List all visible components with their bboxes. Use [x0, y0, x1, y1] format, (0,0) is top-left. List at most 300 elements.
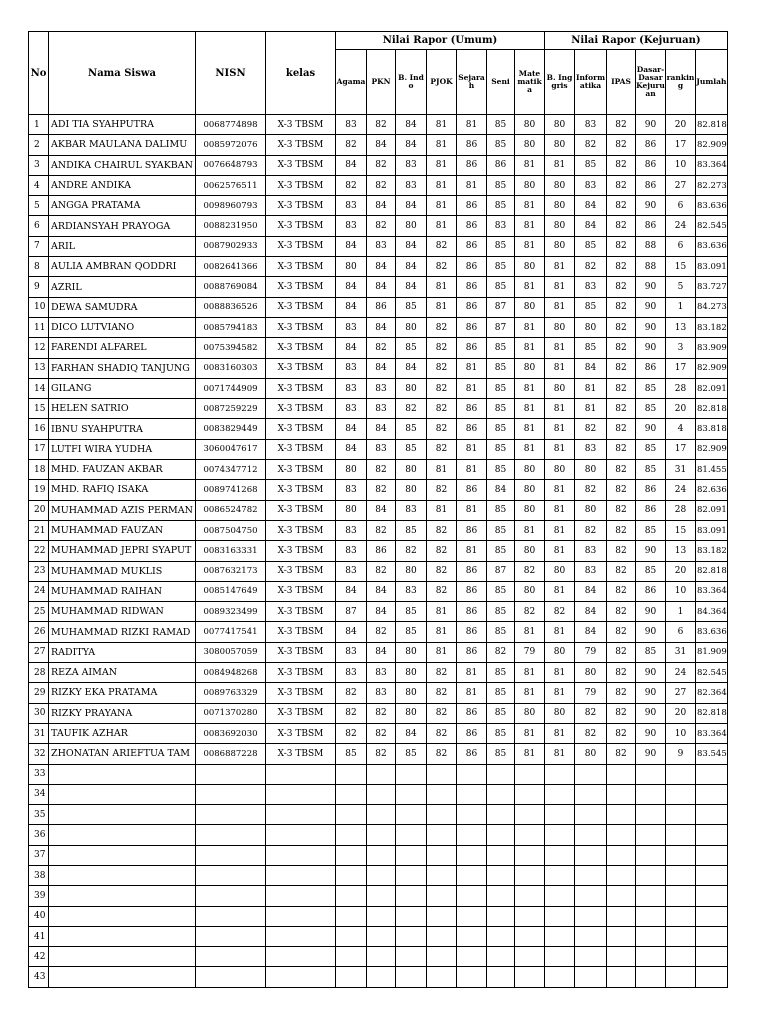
cell-empty[interactable]: [367, 886, 396, 906]
cell-no[interactable]: 37: [29, 845, 49, 865]
cell-nilai-umum[interactable]: 84: [396, 723, 427, 743]
cell-nilai-kejuruan[interactable]: 80: [545, 642, 575, 662]
cell-no[interactable]: 4: [29, 175, 49, 195]
cell-nilai-kejuruan[interactable]: 88: [636, 257, 666, 277]
cell-nilai-kejuruan[interactable]: 82: [607, 683, 636, 703]
cell-nisn[interactable]: 3060047617: [196, 439, 266, 459]
cell-nilai-umum[interactable]: 80: [396, 378, 427, 398]
cell-no[interactable]: 43: [29, 967, 49, 987]
cell-nilai-kejuruan[interactable]: 82: [607, 155, 636, 175]
cell-empty[interactable]: [49, 967, 196, 987]
cell-ranking[interactable]: 24: [666, 663, 696, 683]
cell-nisn[interactable]: 0083160303: [196, 358, 266, 378]
cell-ranking[interactable]: 1: [666, 602, 696, 622]
cell-nilai-umum[interactable]: 80: [515, 460, 545, 480]
cell-nilai-umum[interactable]: 86: [457, 236, 487, 256]
cell-nilai-kejuruan[interactable]: 85: [636, 520, 666, 540]
cell-nilai-umum[interactable]: 83: [336, 115, 367, 135]
cell-jumlah[interactable]: 82.818: [696, 115, 728, 135]
cell-nilai-umum[interactable]: 82: [487, 642, 515, 662]
cell-nilai-kejuruan[interactable]: 85: [636, 378, 666, 398]
cell-nilai-kejuruan[interactable]: 83: [575, 439, 607, 459]
cell-nilai-kejuruan[interactable]: 84: [575, 622, 607, 642]
cell-empty[interactable]: [515, 926, 545, 946]
cell-nilai-kejuruan[interactable]: 81: [545, 541, 575, 561]
cell-empty[interactable]: [545, 865, 575, 885]
cell-jumlah[interactable]: 83.636: [696, 196, 728, 216]
cell-empty[interactable]: [266, 906, 336, 926]
cell-nilai-kejuruan[interactable]: 86: [636, 500, 666, 520]
cell-empty[interactable]: [336, 865, 367, 885]
cell-ranking[interactable]: 27: [666, 175, 696, 195]
cell-empty[interactable]: [575, 947, 607, 967]
cell-nama-siswa[interactable]: MHD. FAUZAN AKBAR: [49, 460, 196, 480]
cell-nilai-kejuruan[interactable]: 81: [545, 520, 575, 540]
cell-kelas[interactable]: X-3 TBSM: [266, 602, 336, 622]
cell-nilai-umum[interactable]: 85: [487, 703, 515, 723]
cell-nilai-umum[interactable]: 87: [487, 561, 515, 581]
cell-empty[interactable]: [367, 947, 396, 967]
cell-nilai-umum[interactable]: 84: [336, 338, 367, 358]
cell-empty[interactable]: [607, 926, 636, 946]
cell-kelas[interactable]: X-3 TBSM: [266, 561, 336, 581]
cell-nilai-kejuruan[interactable]: 90: [636, 541, 666, 561]
cell-nilai-kejuruan[interactable]: 82: [607, 358, 636, 378]
cell-jumlah[interactable]: 81.455: [696, 460, 728, 480]
cell-empty[interactable]: [49, 845, 196, 865]
cell-empty[interactable]: [427, 926, 457, 946]
cell-nilai-kejuruan[interactable]: 85: [636, 642, 666, 662]
cell-nilai-umum[interactable]: 82: [367, 175, 396, 195]
cell-empty[interactable]: [427, 805, 457, 825]
cell-nilai-kejuruan[interactable]: 82: [545, 602, 575, 622]
cell-nilai-umum[interactable]: 85: [487, 541, 515, 561]
cell-nilai-umum[interactable]: 84: [396, 196, 427, 216]
cell-nilai-umum[interactable]: 82: [427, 419, 457, 439]
cell-empty[interactable]: [266, 805, 336, 825]
cell-no[interactable]: 25: [29, 602, 49, 622]
cell-nilai-kejuruan[interactable]: 90: [636, 419, 666, 439]
cell-nilai-umum[interactable]: 82: [427, 744, 457, 764]
cell-ranking[interactable]: 15: [666, 257, 696, 277]
cell-nilai-umum[interactable]: 81: [457, 460, 487, 480]
cell-empty[interactable]: [367, 845, 396, 865]
cell-empty[interactable]: [515, 805, 545, 825]
cell-empty[interactable]: [515, 947, 545, 967]
cell-empty[interactable]: [487, 764, 515, 784]
cell-jumlah[interactable]: 82.636: [696, 480, 728, 500]
cell-nilai-umum[interactable]: 84: [336, 622, 367, 642]
cell-jumlah[interactable]: 82.818: [696, 703, 728, 723]
cell-nilai-kejuruan[interactable]: 82: [607, 703, 636, 723]
cell-nisn[interactable]: 0088231950: [196, 216, 266, 236]
cell-empty[interactable]: [396, 906, 427, 926]
cell-nilai-kejuruan[interactable]: 81: [545, 439, 575, 459]
cell-empty[interactable]: [636, 886, 666, 906]
cell-nilai-umum[interactable]: 80: [515, 480, 545, 500]
cell-nilai-kejuruan[interactable]: 80: [575, 663, 607, 683]
cell-nilai-kejuruan[interactable]: 82: [607, 460, 636, 480]
cell-nilai-umum[interactable]: 83: [396, 581, 427, 601]
cell-nilai-umum[interactable]: 81: [457, 378, 487, 398]
cell-no[interactable]: 10: [29, 297, 49, 317]
cell-nilai-umum[interactable]: 85: [487, 460, 515, 480]
cell-kelas[interactable]: X-3 TBSM: [266, 196, 336, 216]
cell-nilai-umum[interactable]: 86: [457, 155, 487, 175]
cell-nilai-kejuruan[interactable]: 82: [607, 216, 636, 236]
cell-empty[interactable]: [545, 764, 575, 784]
cell-empty[interactable]: [336, 967, 367, 987]
cell-no[interactable]: 21: [29, 520, 49, 540]
cell-nilai-umum[interactable]: 82: [336, 723, 367, 743]
cell-nisn[interactable]: 0085147649: [196, 581, 266, 601]
cell-empty[interactable]: [696, 865, 728, 885]
cell-kelas[interactable]: X-3 TBSM: [266, 135, 336, 155]
cell-nama-siswa[interactable]: AKBAR MAULANA DALIMU: [49, 135, 196, 155]
cell-empty[interactable]: [636, 784, 666, 804]
cell-nilai-umum[interactable]: 81: [515, 236, 545, 256]
cell-nama-siswa[interactable]: ZHONATAN ARIEFTUA TAM: [49, 744, 196, 764]
cell-nilai-umum[interactable]: 82: [515, 602, 545, 622]
cell-nisn[interactable]: 0087259229: [196, 399, 266, 419]
cell-nama-siswa[interactable]: MUHAMMAD RIZKI RAMAD: [49, 622, 196, 642]
cell-nilai-umum[interactable]: 83: [336, 642, 367, 662]
cell-nilai-umum[interactable]: 86: [457, 561, 487, 581]
cell-nilai-umum[interactable]: 81: [427, 642, 457, 662]
cell-jumlah[interactable]: 82.364: [696, 683, 728, 703]
cell-nilai-kejuruan[interactable]: 81: [575, 378, 607, 398]
cell-nilai-umum[interactable]: 82: [367, 561, 396, 581]
cell-nilai-umum[interactable]: 84: [367, 500, 396, 520]
cell-kelas[interactable]: X-3 TBSM: [266, 317, 336, 337]
cell-nilai-umum[interactable]: 81: [515, 216, 545, 236]
cell-nilai-umum[interactable]: 82: [367, 520, 396, 540]
cell-nilai-umum[interactable]: 83: [367, 683, 396, 703]
cell-nilai-kejuruan[interactable]: 85: [575, 236, 607, 256]
cell-nilai-umum[interactable]: 83: [367, 378, 396, 398]
cell-empty[interactable]: [457, 825, 487, 845]
cell-nilai-kejuruan[interactable]: 79: [575, 642, 607, 662]
cell-kelas[interactable]: X-3 TBSM: [266, 480, 336, 500]
cell-nilai-kejuruan[interactable]: 82: [607, 622, 636, 642]
cell-nilai-umum[interactable]: 80: [515, 115, 545, 135]
cell-empty[interactable]: [487, 947, 515, 967]
cell-nilai-kejuruan[interactable]: 80: [575, 500, 607, 520]
cell-nisn[interactable]: 0071744909: [196, 378, 266, 398]
cell-empty[interactable]: [545, 906, 575, 926]
cell-nilai-umum[interactable]: 80: [396, 317, 427, 337]
cell-nilai-umum[interactable]: 86: [457, 723, 487, 743]
cell-nisn[interactable]: 0062576511: [196, 175, 266, 195]
cell-ranking[interactable]: 13: [666, 541, 696, 561]
cell-empty[interactable]: [266, 886, 336, 906]
cell-ranking[interactable]: 6: [666, 622, 696, 642]
cell-nilai-umum[interactable]: 81: [457, 500, 487, 520]
cell-kelas[interactable]: X-3 TBSM: [266, 622, 336, 642]
cell-no[interactable]: 40: [29, 906, 49, 926]
cell-kelas[interactable]: X-3 TBSM: [266, 744, 336, 764]
cell-empty[interactable]: [666, 845, 696, 865]
cell-nilai-umum[interactable]: 84: [396, 257, 427, 277]
cell-empty[interactable]: [49, 926, 196, 946]
cell-ranking[interactable]: 13: [666, 317, 696, 337]
cell-nilai-kejuruan[interactable]: 82: [607, 744, 636, 764]
cell-kelas[interactable]: X-3 TBSM: [266, 419, 336, 439]
cell-empty[interactable]: [545, 784, 575, 804]
cell-nilai-umum[interactable]: 86: [457, 216, 487, 236]
cell-empty[interactable]: [575, 805, 607, 825]
cell-jumlah[interactable]: 83.091: [696, 520, 728, 540]
cell-empty[interactable]: [607, 845, 636, 865]
cell-kelas[interactable]: X-3 TBSM: [266, 277, 336, 297]
cell-empty[interactable]: [607, 784, 636, 804]
cell-nilai-umum[interactable]: 84: [367, 196, 396, 216]
cell-kelas[interactable]: X-3 TBSM: [266, 155, 336, 175]
cell-empty[interactable]: [266, 845, 336, 865]
cell-empty[interactable]: [575, 845, 607, 865]
cell-nilai-umum[interactable]: 86: [457, 581, 487, 601]
cell-nilai-kejuruan[interactable]: 83: [575, 561, 607, 581]
cell-nilai-umum[interactable]: 82: [427, 703, 457, 723]
cell-empty[interactable]: [396, 947, 427, 967]
cell-empty[interactable]: [196, 825, 266, 845]
cell-nilai-umum[interactable]: 81: [457, 663, 487, 683]
cell-nilai-kejuruan[interactable]: 90: [636, 602, 666, 622]
cell-nilai-umum[interactable]: 81: [457, 683, 487, 703]
cell-nilai-umum[interactable]: 86: [367, 541, 396, 561]
cell-jumlah[interactable]: 83.364: [696, 155, 728, 175]
cell-no[interactable]: 5: [29, 196, 49, 216]
cell-jumlah[interactable]: 82.818: [696, 399, 728, 419]
cell-jumlah[interactable]: 83.182: [696, 541, 728, 561]
cell-empty[interactable]: [666, 865, 696, 885]
cell-nilai-umum[interactable]: 82: [367, 622, 396, 642]
cell-no[interactable]: 22: [29, 541, 49, 561]
cell-nilai-umum[interactable]: 86: [457, 419, 487, 439]
cell-ranking[interactable]: 3: [666, 338, 696, 358]
cell-nilai-kejuruan[interactable]: 81: [545, 622, 575, 642]
cell-empty[interactable]: [636, 764, 666, 784]
cell-nilai-umum[interactable]: 80: [336, 257, 367, 277]
cell-empty[interactable]: [515, 764, 545, 784]
cell-no[interactable]: 23: [29, 561, 49, 581]
cell-nilai-umum[interactable]: 86: [457, 622, 487, 642]
cell-nilai-umum[interactable]: 82: [427, 358, 457, 378]
cell-empty[interactable]: [575, 906, 607, 926]
cell-nilai-umum[interactable]: 82: [427, 520, 457, 540]
cell-empty[interactable]: [396, 805, 427, 825]
cell-nama-siswa[interactable]: ANDRE ANDIKA: [49, 175, 196, 195]
cell-nilai-kejuruan[interactable]: 81: [545, 500, 575, 520]
cell-nilai-umum[interactable]: 82: [427, 236, 457, 256]
cell-kelas[interactable]: X-3 TBSM: [266, 581, 336, 601]
cell-no[interactable]: 8: [29, 257, 49, 277]
cell-nilai-kejuruan[interactable]: 82: [575, 257, 607, 277]
cell-nama-siswa[interactable]: ARIL: [49, 236, 196, 256]
cell-empty[interactable]: [427, 967, 457, 987]
cell-nilai-umum[interactable]: 82: [367, 460, 396, 480]
cell-nisn[interactable]: 0086887228: [196, 744, 266, 764]
cell-nilai-kejuruan[interactable]: 81: [545, 358, 575, 378]
cell-nama-siswa[interactable]: RADITYA: [49, 642, 196, 662]
cell-empty[interactable]: [575, 764, 607, 784]
cell-nilai-kejuruan[interactable]: 80: [545, 236, 575, 256]
cell-empty[interactable]: [367, 865, 396, 885]
cell-jumlah[interactable]: 82.818: [696, 561, 728, 581]
cell-nilai-kejuruan[interactable]: 84: [575, 358, 607, 378]
cell-empty[interactable]: [636, 906, 666, 926]
cell-nilai-umum[interactable]: 82: [427, 338, 457, 358]
cell-nilai-kejuruan[interactable]: 80: [545, 135, 575, 155]
cell-no[interactable]: 14: [29, 378, 49, 398]
cell-nilai-umum[interactable]: 80: [515, 175, 545, 195]
cell-nilai-kejuruan[interactable]: 82: [575, 419, 607, 439]
cell-nilai-umum[interactable]: 85: [487, 196, 515, 216]
cell-jumlah[interactable]: 82.091: [696, 500, 728, 520]
cell-empty[interactable]: [515, 784, 545, 804]
cell-nilai-kejuruan[interactable]: 80: [575, 317, 607, 337]
cell-nilai-umum[interactable]: 85: [396, 622, 427, 642]
cell-empty[interactable]: [266, 784, 336, 804]
cell-nisn[interactable]: 3080057059: [196, 642, 266, 662]
cell-empty[interactable]: [336, 764, 367, 784]
cell-empty[interactable]: [636, 825, 666, 845]
cell-empty[interactable]: [427, 825, 457, 845]
cell-nilai-umum[interactable]: 82: [427, 317, 457, 337]
cell-nilai-kejuruan[interactable]: 82: [575, 703, 607, 723]
cell-kelas[interactable]: X-3 TBSM: [266, 439, 336, 459]
cell-empty[interactable]: [607, 805, 636, 825]
cell-empty[interactable]: [515, 865, 545, 885]
cell-kelas[interactable]: X-3 TBSM: [266, 115, 336, 135]
cell-nilai-umum[interactable]: 80: [515, 358, 545, 378]
cell-nama-siswa[interactable]: AULIA AMBRAN QODDRI: [49, 257, 196, 277]
cell-empty[interactable]: [266, 825, 336, 845]
cell-nilai-kejuruan[interactable]: 82: [607, 500, 636, 520]
cell-empty[interactable]: [196, 947, 266, 967]
cell-jumlah[interactable]: 83.636: [696, 622, 728, 642]
cell-nilai-kejuruan[interactable]: 85: [575, 297, 607, 317]
cell-nilai-kejuruan[interactable]: 82: [607, 378, 636, 398]
cell-nilai-umum[interactable]: 82: [367, 216, 396, 236]
cell-no[interactable]: 32: [29, 744, 49, 764]
cell-nilai-umum[interactable]: 82: [427, 683, 457, 703]
cell-nilai-kejuruan[interactable]: 80: [545, 317, 575, 337]
cell-empty[interactable]: [457, 906, 487, 926]
cell-empty[interactable]: [696, 764, 728, 784]
cell-nilai-umum[interactable]: 84: [336, 419, 367, 439]
cell-empty[interactable]: [545, 947, 575, 967]
cell-ranking[interactable]: 27: [666, 683, 696, 703]
cell-nama-siswa[interactable]: ADI TIA SYAHPUTRA: [49, 115, 196, 135]
cell-no[interactable]: 26: [29, 622, 49, 642]
cell-no[interactable]: 27: [29, 642, 49, 662]
cell-nama-siswa[interactable]: MUHAMMAD AZIS PERMAN: [49, 500, 196, 520]
cell-ranking[interactable]: 31: [666, 642, 696, 662]
cell-nilai-umum[interactable]: 85: [487, 338, 515, 358]
cell-empty[interactable]: [666, 784, 696, 804]
cell-kelas[interactable]: X-3 TBSM: [266, 541, 336, 561]
cell-nilai-umum[interactable]: 82: [396, 399, 427, 419]
cell-nilai-umum[interactable]: 81: [427, 460, 457, 480]
cell-no[interactable]: 15: [29, 399, 49, 419]
cell-nilai-kejuruan[interactable]: 86: [636, 358, 666, 378]
cell-empty[interactable]: [396, 886, 427, 906]
cell-nilai-umum[interactable]: 86: [457, 744, 487, 764]
cell-nilai-umum[interactable]: 82: [367, 338, 396, 358]
cell-nilai-umum[interactable]: 85: [487, 175, 515, 195]
cell-ranking[interactable]: 15: [666, 520, 696, 540]
cell-nama-siswa[interactable]: AZRIL: [49, 277, 196, 297]
cell-nilai-umum[interactable]: 85: [487, 500, 515, 520]
cell-nilai-umum[interactable]: 85: [487, 622, 515, 642]
cell-nilai-umum[interactable]: 86: [457, 399, 487, 419]
cell-nilai-kejuruan[interactable]: 85: [636, 439, 666, 459]
cell-nama-siswa[interactable]: MUHAMMAD FAUZAN: [49, 520, 196, 540]
cell-nilai-kejuruan[interactable]: 85: [636, 399, 666, 419]
cell-empty[interactable]: [575, 886, 607, 906]
cell-nilai-umum[interactable]: 81: [427, 135, 457, 155]
cell-nilai-umum[interactable]: 85: [487, 744, 515, 764]
cell-nilai-umum[interactable]: 81: [515, 723, 545, 743]
cell-nama-siswa[interactable]: MUHAMMAD JEPRI SYAPUT: [49, 541, 196, 561]
cell-nilai-kejuruan[interactable]: 82: [607, 297, 636, 317]
cell-nilai-kejuruan[interactable]: 81: [545, 581, 575, 601]
cell-empty[interactable]: [427, 906, 457, 926]
cell-empty[interactable]: [696, 845, 728, 865]
cell-nilai-umum[interactable]: 84: [336, 277, 367, 297]
cell-nilai-umum[interactable]: 82: [427, 561, 457, 581]
cell-nilai-kejuruan[interactable]: 82: [607, 419, 636, 439]
cell-kelas[interactable]: X-3 TBSM: [266, 703, 336, 723]
cell-nisn[interactable]: 0087504750: [196, 520, 266, 540]
cell-nisn[interactable]: 0074347712: [196, 460, 266, 480]
cell-nilai-kejuruan[interactable]: 90: [636, 196, 666, 216]
cell-empty[interactable]: [607, 764, 636, 784]
cell-nilai-umum[interactable]: 81: [515, 399, 545, 419]
cell-nilai-umum[interactable]: 83: [367, 399, 396, 419]
cell-nilai-umum[interactable]: 81: [515, 277, 545, 297]
cell-nilai-umum[interactable]: 83: [367, 236, 396, 256]
cell-no[interactable]: 29: [29, 683, 49, 703]
cell-nisn[interactable]: 0077417541: [196, 622, 266, 642]
cell-kelas[interactable]: X-3 TBSM: [266, 358, 336, 378]
cell-no[interactable]: 16: [29, 419, 49, 439]
cell-nilai-umum[interactable]: 81: [515, 317, 545, 337]
cell-nisn[interactable]: 0087902933: [196, 236, 266, 256]
cell-ranking[interactable]: 17: [666, 135, 696, 155]
cell-empty[interactable]: [487, 886, 515, 906]
cell-nilai-umum[interactable]: 86: [457, 520, 487, 540]
cell-empty[interactable]: [575, 825, 607, 845]
cell-nilai-umum[interactable]: 86: [457, 338, 487, 358]
cell-empty[interactable]: [666, 886, 696, 906]
cell-nilai-umum[interactable]: 86: [457, 480, 487, 500]
cell-nilai-umum[interactable]: 82: [427, 581, 457, 601]
cell-nisn[interactable]: 0087632173: [196, 561, 266, 581]
cell-empty[interactable]: [196, 764, 266, 784]
cell-nilai-umum[interactable]: 84: [367, 581, 396, 601]
cell-nilai-kejuruan[interactable]: 80: [545, 196, 575, 216]
cell-no[interactable]: 34: [29, 784, 49, 804]
cell-nilai-kejuruan[interactable]: 86: [636, 155, 666, 175]
cell-empty[interactable]: [457, 886, 487, 906]
cell-nilai-umum[interactable]: 84: [367, 358, 396, 378]
cell-nilai-umum[interactable]: 84: [367, 277, 396, 297]
cell-empty[interactable]: [457, 784, 487, 804]
cell-empty[interactable]: [266, 764, 336, 784]
cell-nilai-umum[interactable]: 81: [515, 419, 545, 439]
